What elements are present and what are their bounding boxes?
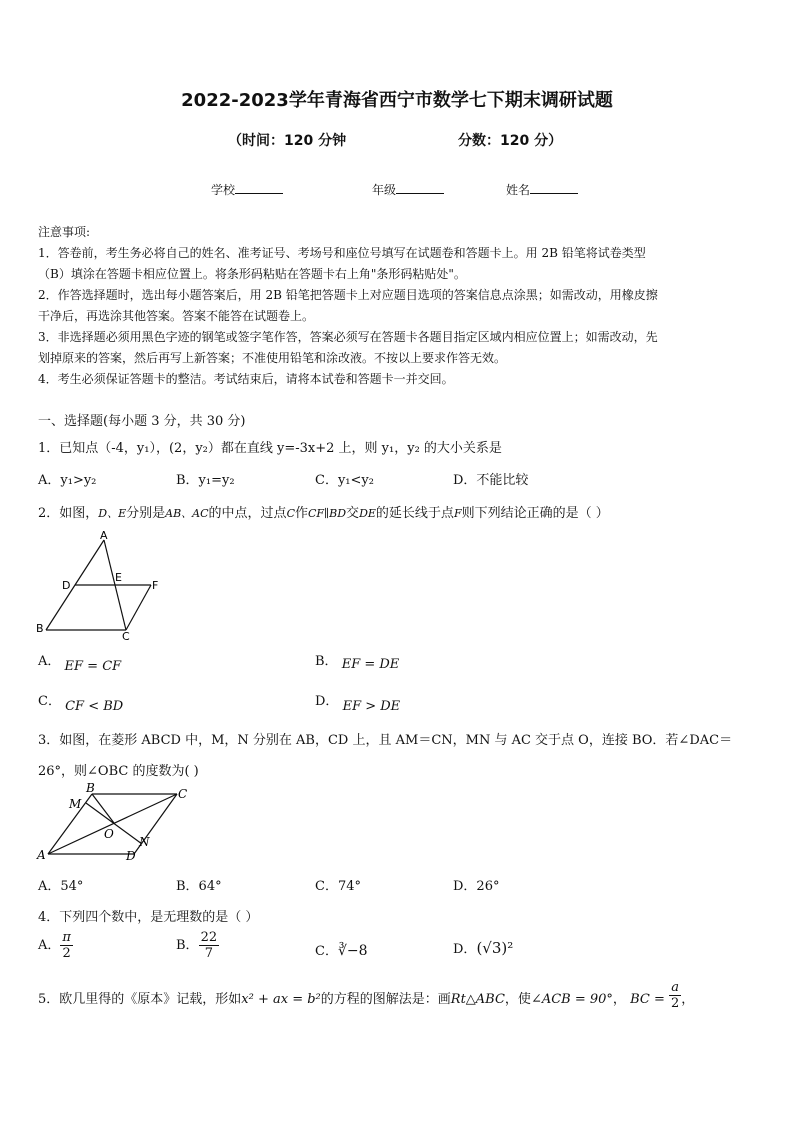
q4-option-d: D．(√3)² (453, 939, 514, 957)
q3-rhombus-figure (34, 780, 194, 866)
fig3-label-b: B (86, 781, 95, 795)
question-4-stem: 4．下列四个数中，是无理数的是（ ） (38, 910, 259, 925)
fig3-label-a: A (37, 848, 46, 862)
grade-field: 年级 (372, 181, 444, 198)
q2-triangle-figure (34, 528, 164, 642)
q4-option-b: B． $\frac{22}{7}$ (176, 930, 218, 961)
notice-line: 划掉原来的答案，然后再写上新答案；不准使用铅笔和涂改液。不按以上要求作答无效。 (38, 351, 507, 365)
q2-option-b: B． EF = DE (315, 654, 400, 672)
notice-line: 1．答卷前，考生务必将自己的姓名、准考证号、考场号和座位号填写在试题卷和答题卡上。用 2B 铅笔将试卷类型 (38, 246, 646, 260)
fig2-label-d: D (62, 579, 71, 592)
question-1-stem: 1．已知点（-4，y₁），(2，y₂）都在直线 y=-3x+2 上，则 y₁，y₂ 的大小关系是 (38, 441, 502, 456)
school-field: 学校 (211, 181, 283, 198)
name-field: 姓名 (506, 181, 578, 198)
notice-heading: 注意事项: (38, 225, 91, 239)
exam-time: （时间：120 分钟 (228, 133, 347, 149)
q3-option-d: D．26° (453, 879, 500, 894)
q2-option-d: D． EF > DE (315, 694, 401, 714)
fig3-label-n: N (139, 835, 150, 849)
question-3-stem-2: 26°，则∠OBC 的度数为( ) (38, 764, 199, 779)
fig2-label-a: A (100, 529, 108, 542)
q3-option-a: A．54° (38, 879, 84, 894)
q1-option-b: B．y₁=y₂ (176, 473, 235, 488)
notice-line: （B）填涂在答题卡相应位置上。将条形码粘贴在答题卡右上角"条形码粘贴处"。 (38, 267, 466, 281)
fig3-label-d: D (126, 849, 136, 863)
q3-option-b: B．64° (176, 879, 222, 894)
notice-line: 4．考生必须保证答题卡的整洁。考试结束后，请将本试卷和答题卡一并交回。 (38, 372, 454, 386)
fig3-label-c: C (178, 787, 188, 801)
fig2-label-b: B (36, 622, 44, 635)
question-5-stem: 5．欧几里得的《原本》记载，形如x² + ax = b²的方程的图解法是：画Rt△ABC，使∠ACB = 90°， BC = $\frac{a}{2}$ ， (38, 980, 695, 1011)
fig2-label-e: E (115, 571, 122, 584)
notice-line: 2．作答选择题时，选出每小题答案后，用 2B 铅笔把答题卡上对应题目选项的答案信息点涂黑；如需改动，用橡皮擦 (38, 288, 658, 302)
question-2-stem: 2．如图，D、E分别是AB、AC的中点，过点C作CF∥BD交DE的延长线于点F则下列结论正确的是（ ） (38, 506, 609, 521)
section-heading: 一、选择题(每小题 3 分，共 30 分) (38, 414, 246, 429)
fig2-label-f: F (152, 579, 159, 592)
q4-option-c: C．∛−8 (315, 943, 368, 959)
page-title: 2022-2023学年青海省西宁市数学七下期末调研试题 (181, 90, 613, 111)
notice-line: 3．非选择题必须用黑色字迹的钢笔或签字笔作答，答案必须写在答题卡各题目指定区域内相应位置上；如需改动，先 (38, 330, 658, 344)
fig3-label-o: O (104, 827, 114, 841)
question-3-stem-1: 3．如图，在菱形 ABCD 中，M，N 分别在 AB，CD 上，且 AM＝CN，MN 与 AC 交于点 O，连接 BO．若∠DAC＝ (38, 733, 733, 748)
q4-option-a: A． $\frac{\pi}{2}$ (38, 930, 71, 961)
exam-score: 分数：120 分） (458, 133, 563, 149)
q2-option-c: C． CF < BD (38, 694, 124, 714)
fig2-label-c: C (122, 630, 130, 642)
q2-option-a: A． EF = CF (38, 654, 122, 674)
q1-option-a: A．y₁>y₂ (38, 473, 97, 488)
q3-option-c: C．74° (315, 879, 361, 894)
q1-option-c: C．y₁<y₂ (315, 473, 374, 488)
notice-line: 干净后，再选涂其他答案。答案不能答在试题卷上。 (38, 309, 315, 323)
fig3-label-m: M (69, 797, 82, 811)
q1-option-d: D．不能比较 (453, 473, 529, 488)
